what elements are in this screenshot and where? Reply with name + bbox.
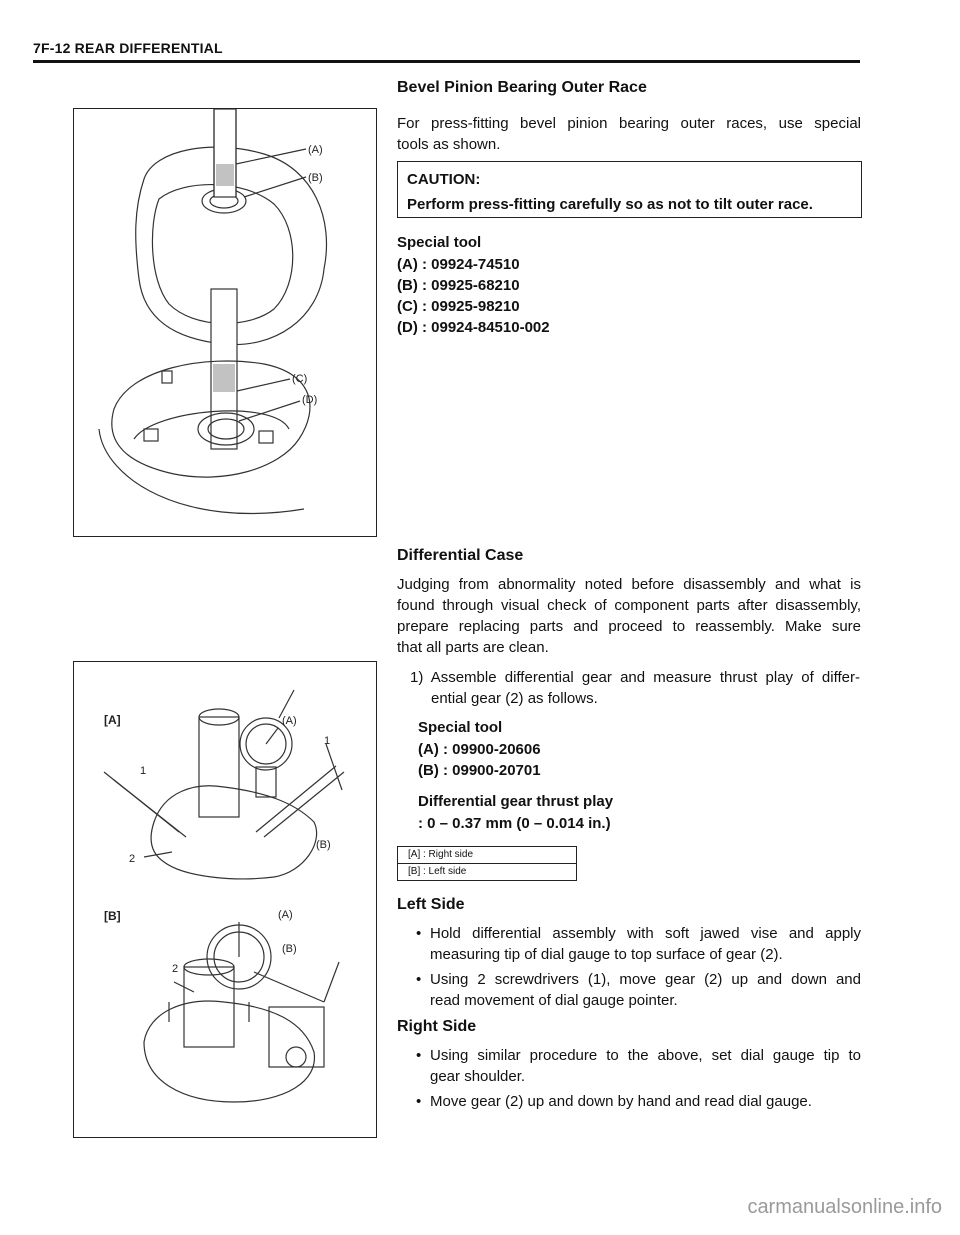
left-bullet-1-line-1: Hold differential assembly with soft jawed vise and apply: [430, 925, 861, 942]
tool-b-2: (B) : 09900-20701: [418, 762, 541, 779]
figure-bevel-pinion-drawing: [74, 109, 376, 536]
fig1-label-a: (A): [308, 144, 323, 156]
page-header-title: 7F-12 REAR DIFFERENTIAL: [33, 40, 223, 56]
diff-para-line-3: prepare replacing parts and proceed to reassembly. Make sure: [397, 618, 861, 635]
figure-thrust-play-drawing: [74, 662, 376, 1137]
bullet-dot: •: [416, 971, 422, 988]
right-bullet-1-line-1: Using similar procedure to the above, set dial gauge tip to: [430, 1047, 861, 1064]
left-bullet-2-line-2: read movement of dial gauge pointer.: [430, 992, 678, 1009]
fig1-label-b: (B): [308, 172, 323, 184]
diff-para-line-1: Judging from abnormality noted before disassembly and what is: [397, 576, 861, 593]
footer-watermark: carmanualsonline.info: [747, 1196, 942, 1218]
fig2-tag-a: [A]: [104, 713, 121, 727]
diff-para-line-2: found through visual check of component parts after disassembly,: [397, 597, 861, 614]
left-side-bullet-1: [416, 923, 861, 965]
header-rule: [33, 60, 860, 63]
fig2a-label-1-right: 1: [324, 735, 331, 747]
figure-thrust-play: [73, 661, 377, 1138]
diff-para-line-4: that all parts are clean.: [397, 639, 549, 656]
right-bullet-2-line-1: Move gear (2) up and down by hand and read dial gauge.: [430, 1093, 812, 1110]
tool-b-1: (B) : 09925-68210: [397, 277, 520, 294]
fig1-label-d: (D): [302, 394, 318, 406]
tool-a-2: (A) : 09900-20606: [418, 741, 541, 758]
right-side-bullet-2: [416, 1091, 861, 1112]
fig2a-label-2: 2: [129, 853, 136, 865]
fig2b-label-a: (A): [278, 909, 293, 921]
left-side-bullet-2: [416, 969, 861, 1011]
special-tool-heading-2: Special tool: [418, 719, 503, 736]
left-bullet-2-line-1: Using 2 screwdrivers (1), move gear (2) up and down and: [430, 971, 861, 988]
bullet-dot: •: [416, 1093, 422, 1110]
special-tool-heading-1: Special tool: [397, 234, 482, 251]
caution-title: CAUTION:: [407, 171, 481, 188]
fig2a-label-b: (B): [316, 839, 331, 851]
tool-a-1: (A) : 09924-74510: [397, 256, 520, 273]
fig2b-label-b: (B): [282, 943, 297, 955]
spec-title: Differential gear thrust play: [418, 793, 614, 810]
figure-legend: [397, 846, 577, 881]
right-side-bullet-1: [416, 1045, 861, 1087]
heading-right-side: Right Side: [397, 1018, 477, 1035]
spec-value: : 0 – 0.37 mm (0 – 0.014 in.): [418, 815, 611, 832]
bullet-dot: •: [416, 1047, 422, 1064]
legend-right-side: [A] : Right side: [408, 849, 474, 860]
step1-line-1: 1) Assemble differential gear and measure thrust play of differ-: [410, 669, 860, 686]
intro-line-1: For press-fitting bevel pinion bearing outer races, use special: [397, 115, 861, 132]
section-heading-differential-case: Differential Case: [397, 547, 524, 564]
bullet-dot: •: [416, 925, 422, 942]
left-bullet-1-line-2: measuring tip of dial gauge to top surface of gear (2).: [430, 946, 783, 963]
fig1-label-c: (C): [292, 373, 308, 385]
tool-d-1: (D) : 09924-84510-002: [397, 319, 550, 336]
section-heading-bevel-pinion: Bevel Pinion Bearing Outer Race: [397, 79, 647, 96]
right-bullet-1-line-2: gear shoulder.: [430, 1068, 526, 1085]
fig2a-label-a: (A): [282, 715, 297, 727]
heading-left-side: Left Side: [397, 896, 465, 913]
step1-line-2: ential gear (2) as follows.: [431, 690, 598, 707]
intro-line-2: tools as shown.: [397, 136, 501, 153]
caution-text: Perform press-fitting carefully so as not to tilt outer race.: [407, 196, 813, 213]
fig2b-label-2: 2: [172, 963, 179, 975]
legend-left-side: [B] : Left side: [398, 863, 576, 880]
fig2a-label-1-left: 1: [140, 765, 147, 777]
tool-c-1: (C) : 09925-98210: [397, 298, 520, 315]
figure-bevel-pinion-press: [73, 108, 377, 537]
caution-box: [397, 161, 862, 218]
fig2-tag-b: [B]: [104, 909, 121, 923]
